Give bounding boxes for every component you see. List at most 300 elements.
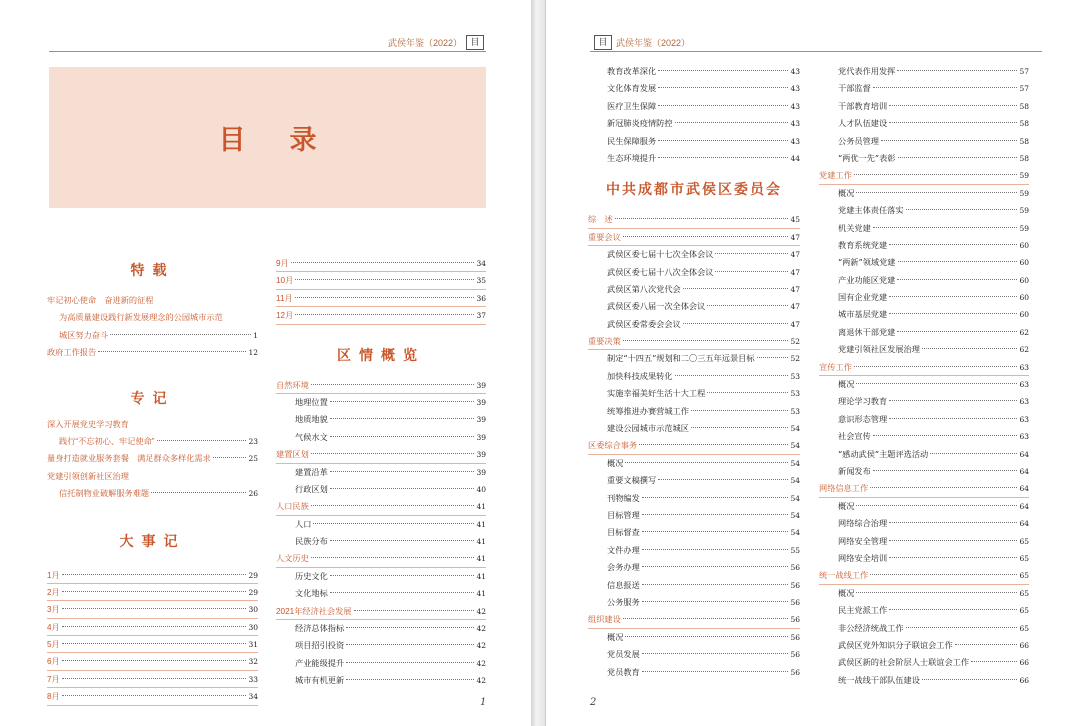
toc-entry[interactable] bbox=[819, 150, 1029, 167]
toc-entry-label: 2021年经济社会发展 bbox=[276, 606, 352, 616]
toc-entry-label: 网络安全管理 bbox=[838, 535, 888, 546]
leader-dots bbox=[898, 261, 1018, 262]
leader-dots bbox=[639, 444, 788, 445]
toc-entry[interactable] bbox=[47, 450, 258, 467]
toc-entry[interactable] bbox=[47, 485, 258, 502]
toc-entry[interactable] bbox=[276, 464, 486, 481]
toc-entry[interactable] bbox=[819, 515, 1029, 532]
toc-entry-page: 54 bbox=[790, 424, 800, 434]
toc-entry-page: 33 bbox=[248, 674, 258, 684]
toc-entry[interactable] bbox=[819, 376, 1029, 393]
toc-entry-page: 57 bbox=[1019, 67, 1029, 76]
leader-dots bbox=[889, 609, 1017, 610]
toc-entry[interactable] bbox=[588, 264, 800, 281]
left-header-rule bbox=[49, 51, 486, 52]
leader-dots bbox=[330, 418, 475, 419]
toc-entry[interactable] bbox=[588, 333, 800, 350]
toc-entry-label: 实施幸福美好生活十大工程 bbox=[607, 388, 706, 399]
toc-entry-page: 39 bbox=[476, 415, 486, 425]
toc-entry-page: 43 bbox=[790, 101, 800, 111]
section-title: 专记 bbox=[130, 390, 175, 407]
leader-dots bbox=[897, 331, 1017, 332]
toc-entry-label: 文件办理 bbox=[607, 544, 640, 555]
toc-entry-label: 1月 bbox=[47, 570, 60, 580]
book-logo-icon: 目 bbox=[466, 35, 484, 50]
leader-dots bbox=[62, 591, 247, 592]
toc-entry[interactable] bbox=[819, 654, 1029, 671]
toc-entry[interactable] bbox=[588, 229, 800, 246]
leader-dots bbox=[625, 462, 788, 463]
leader-dots bbox=[330, 436, 475, 437]
toc-entry-page: 30 bbox=[248, 605, 258, 615]
toc-entry[interactable] bbox=[819, 637, 1029, 654]
toc-entry[interactable] bbox=[588, 646, 800, 663]
toc-entry-page: 32 bbox=[248, 657, 258, 667]
leader-dots bbox=[330, 540, 475, 541]
toc-entry-page: 57 bbox=[1019, 84, 1029, 94]
toc-entry-label: 2月 bbox=[47, 587, 60, 597]
toc-entry[interactable] bbox=[819, 341, 1029, 358]
toc-entry[interactable] bbox=[588, 577, 800, 594]
toc-entry[interactable] bbox=[276, 672, 486, 689]
book-gutter bbox=[531, 0, 545, 726]
toc-entry-page: 41 bbox=[476, 571, 486, 581]
toc-entry[interactable] bbox=[588, 350, 800, 367]
toc-entry[interactable] bbox=[819, 254, 1029, 271]
toc-entry[interactable] bbox=[819, 620, 1029, 637]
toc-entry[interactable] bbox=[588, 594, 800, 611]
toc-entry[interactable] bbox=[588, 403, 800, 420]
toc-entry-page: 65 bbox=[1019, 623, 1029, 633]
toc-entry-page: 45 bbox=[790, 215, 800, 225]
toc-entry-page: 43 bbox=[790, 67, 800, 76]
leader-dots bbox=[897, 70, 1017, 71]
leader-dots bbox=[62, 643, 247, 644]
leader-dots bbox=[295, 297, 475, 298]
toc-entry[interactable] bbox=[588, 316, 800, 333]
leader-dots bbox=[707, 392, 788, 393]
toc-entry-page: 66 bbox=[1019, 640, 1029, 650]
leader-dots bbox=[658, 70, 788, 71]
leader-dots bbox=[873, 435, 1018, 436]
toc-entry[interactable] bbox=[47, 433, 258, 450]
toc-entry-label: 统一战线干部队伍建设 bbox=[838, 674, 920, 685]
left-page-number: 1 bbox=[480, 697, 487, 708]
toc-entry-label: 新冠肺炎疫情防控 bbox=[607, 118, 673, 129]
toc-entry[interactable] bbox=[819, 185, 1029, 202]
toc-entry-label: 武侯区新的社会阶层人士联谊会工作 bbox=[838, 657, 970, 668]
toc-entry-label: 网络综合治理 bbox=[838, 518, 888, 529]
toc-entry[interactable] bbox=[276, 620, 486, 637]
leader-dots bbox=[856, 505, 1017, 506]
leader-dots bbox=[854, 366, 1018, 367]
toc-entry-page: 59 bbox=[1019, 206, 1029, 216]
toc-entry-label: 地质地貌 bbox=[295, 414, 328, 425]
toc-entry[interactable] bbox=[276, 272, 486, 289]
leader-dots bbox=[675, 122, 789, 123]
toc-entry[interactable] bbox=[819, 359, 1029, 376]
toc-entry[interactable] bbox=[47, 636, 258, 653]
toc-entry[interactable] bbox=[819, 567, 1029, 584]
toc-entry-label: 党员教育 bbox=[607, 666, 640, 677]
toc-entry[interactable] bbox=[47, 688, 258, 705]
toc-entry-label: 人才队伍建设 bbox=[838, 118, 888, 129]
leader-dots bbox=[110, 334, 251, 335]
toc-entry-label: 3月 bbox=[47, 605, 60, 615]
toc-entry[interactable] bbox=[276, 637, 486, 654]
toc-entry[interactable] bbox=[588, 368, 800, 385]
toc-entry[interactable] bbox=[588, 150, 800, 167]
leader-dots bbox=[642, 584, 789, 585]
toc-entry[interactable] bbox=[819, 63, 1029, 80]
leader-dots bbox=[623, 236, 789, 237]
toc-entry-label: 干部监督 bbox=[838, 83, 871, 94]
toc-entry[interactable] bbox=[588, 63, 800, 80]
toc-entry-page: 47 bbox=[790, 284, 800, 294]
toc-entry[interactable] bbox=[276, 585, 486, 602]
toc-entry-page: 64 bbox=[1019, 466, 1029, 476]
toc-entry-page: 55 bbox=[790, 545, 800, 555]
toc-entry[interactable] bbox=[276, 411, 486, 428]
leader-dots bbox=[213, 457, 247, 458]
toc-entry-page: 64 bbox=[1019, 501, 1029, 511]
toc-entry[interactable] bbox=[819, 272, 1029, 289]
toc-entry[interactable] bbox=[47, 567, 258, 584]
toc-entry[interactable] bbox=[47, 584, 258, 601]
toc-entry[interactable] bbox=[588, 80, 800, 97]
leader-dots bbox=[330, 488, 475, 489]
toc-entry-label: 机关党建 bbox=[838, 222, 871, 233]
toc-entry-page: 1 bbox=[253, 330, 258, 340]
toc-entry[interactable] bbox=[819, 498, 1029, 515]
leader-dots bbox=[906, 627, 1018, 628]
toc-entry-page: 29 bbox=[248, 587, 258, 597]
toc-entry[interactable] bbox=[819, 115, 1029, 132]
toc-entry[interactable] bbox=[276, 533, 486, 550]
toc-entry[interactable] bbox=[819, 202, 1029, 219]
leader-dots bbox=[691, 427, 789, 428]
toc-entry[interactable] bbox=[588, 385, 800, 402]
toc-entry-page: 39 bbox=[476, 432, 486, 442]
toc-entry[interactable] bbox=[276, 655, 486, 672]
toc-entry[interactable] bbox=[47, 327, 258, 344]
toc-entry[interactable] bbox=[588, 664, 800, 681]
toc-entry-page: 41 bbox=[476, 589, 486, 599]
toc-entry-page: 43 bbox=[790, 84, 800, 94]
toc-entry[interactable] bbox=[588, 455, 800, 472]
toc-entry[interactable] bbox=[819, 585, 1029, 602]
toc-entry-page: 56 bbox=[790, 615, 800, 625]
toc-entry-label: 概况 bbox=[607, 457, 624, 468]
leader-dots bbox=[922, 679, 1018, 680]
leader-dots bbox=[889, 296, 1017, 297]
toc-entry[interactable] bbox=[819, 428, 1029, 445]
toc-entry[interactable] bbox=[819, 393, 1029, 410]
leader-dots bbox=[658, 140, 788, 141]
toc-entry-label: 党建引领社区发展治理 bbox=[838, 344, 920, 355]
toc-entry[interactable] bbox=[819, 220, 1029, 237]
toc-entry-page: 56 bbox=[790, 580, 800, 590]
toc-entry[interactable] bbox=[47, 344, 258, 361]
toc-entry[interactable] bbox=[47, 416, 258, 433]
toc-entry-page: 44 bbox=[790, 153, 800, 163]
toc-entry-page: 60 bbox=[1019, 275, 1029, 285]
toc-entry[interactable] bbox=[819, 80, 1029, 97]
toc-entry-label: 7月 bbox=[47, 674, 60, 684]
toc-entry[interactable] bbox=[819, 289, 1029, 306]
toc-entry[interactable] bbox=[588, 507, 800, 524]
toc-entry-page: 29 bbox=[248, 570, 258, 580]
toc-entry[interactable] bbox=[47, 653, 258, 670]
leader-dots bbox=[955, 644, 1018, 645]
leader-dots bbox=[313, 523, 474, 524]
toc-entry[interactable] bbox=[819, 672, 1029, 689]
toc-entry-label: 10月 bbox=[276, 276, 294, 286]
toc-entry[interactable] bbox=[819, 324, 1029, 341]
toc-entry-label: 武侯区党外知识分子联谊会工作 bbox=[838, 639, 953, 650]
toc-entry-label: 践行“不忘初心、牢记使命” bbox=[59, 436, 155, 446]
toc-entry-label: 11月 bbox=[276, 293, 293, 303]
toc-entry[interactable] bbox=[276, 550, 486, 567]
toc-entry-page: 34 bbox=[476, 259, 486, 268]
toc-entry-page: 34 bbox=[248, 692, 258, 702]
toc-entry[interactable] bbox=[588, 472, 800, 489]
toc-entry-page: 47 bbox=[790, 232, 800, 242]
toc-entry-page: 56 bbox=[790, 563, 800, 573]
leader-dots bbox=[311, 384, 475, 385]
toc-entry[interactable] bbox=[47, 309, 258, 326]
toc-entry[interactable] bbox=[276, 377, 486, 394]
toc-entry[interactable] bbox=[276, 481, 486, 498]
toc-entry-label: 重要决策 bbox=[588, 337, 621, 347]
leader-dots bbox=[889, 540, 1017, 541]
toc-entry-page: 60 bbox=[1019, 240, 1029, 250]
leader-dots bbox=[675, 375, 789, 376]
toc-entry[interactable] bbox=[588, 211, 800, 228]
toc-entry-page: 56 bbox=[790, 632, 800, 642]
toc-entry[interactable] bbox=[819, 463, 1029, 480]
toc-entry-label: 理论学习教育 bbox=[838, 396, 888, 407]
toc-entry-label: 城市基层党建 bbox=[838, 309, 888, 320]
toc-entry[interactable] bbox=[588, 133, 800, 150]
leader-dots bbox=[62, 695, 247, 696]
toc-entry[interactable] bbox=[819, 533, 1029, 550]
leader-dots bbox=[311, 557, 475, 558]
toc-entry-label: 武侯区委八届一次全体会议 bbox=[607, 301, 706, 312]
toc-entry-label: 信托制物业破解服务难题 bbox=[59, 489, 150, 499]
toc-entry-page: 65 bbox=[1019, 571, 1029, 581]
toc-entry[interactable] bbox=[588, 490, 800, 507]
toc-entry[interactable] bbox=[588, 246, 800, 263]
toc-entry[interactable] bbox=[819, 133, 1029, 150]
toc-entry-label: 党建引领创新社区治理 bbox=[47, 471, 129, 481]
leader-dots bbox=[889, 313, 1017, 314]
toc-entry-label: 刊物编发 bbox=[607, 492, 640, 503]
toc-entry-label: 建设公园城市示范城区 bbox=[607, 423, 689, 434]
toc-entry[interactable] bbox=[588, 559, 800, 576]
toc-entry-label: 概况 bbox=[838, 187, 855, 198]
toc-entry-label: 网络信息工作 bbox=[819, 484, 869, 494]
toc-entry-page: 59 bbox=[1019, 188, 1029, 198]
toc-entry-label: 9月 bbox=[276, 259, 289, 268]
toc-entry-page: 60 bbox=[1019, 310, 1029, 320]
toc-entry-page: 63 bbox=[1019, 362, 1029, 372]
toc-entry-label: 离退休干部党建 bbox=[838, 326, 896, 337]
toc-entry-page: 65 bbox=[1019, 536, 1029, 546]
toc-entry-page: 60 bbox=[1019, 293, 1029, 303]
toc-entry[interactable] bbox=[276, 446, 486, 463]
toc-entry[interactable] bbox=[819, 306, 1029, 323]
toc-entry-label: 宣传工作 bbox=[819, 362, 852, 372]
toc-entry-label: 城区努力奋斗 bbox=[59, 330, 109, 340]
leader-dots bbox=[889, 400, 1017, 401]
toc-entry[interactable] bbox=[588, 611, 800, 628]
toc-entry[interactable] bbox=[47, 292, 258, 309]
toc-entry-page: 39 bbox=[476, 397, 486, 407]
toc-entry-page: 41 bbox=[476, 502, 486, 512]
toc-entry-label: 概况 bbox=[838, 500, 855, 511]
toc-entry-label: 文化体育发展 bbox=[607, 83, 657, 94]
toc-entry-label: 民主党派工作 bbox=[838, 605, 888, 616]
leader-dots bbox=[623, 618, 789, 619]
toc-entry-page: 62 bbox=[1019, 327, 1029, 337]
toc-entry[interactable] bbox=[819, 446, 1029, 463]
toc-entry[interactable] bbox=[588, 115, 800, 132]
toc-entry-label: 概况 bbox=[607, 631, 624, 642]
toc-entry[interactable] bbox=[819, 98, 1029, 115]
toc-entry[interactable] bbox=[588, 420, 800, 437]
left-page bbox=[0, 0, 531, 726]
toc-entry-page: 54 bbox=[790, 493, 800, 503]
leader-dots bbox=[757, 357, 789, 358]
leader-dots bbox=[971, 661, 1017, 662]
toc-entry[interactable] bbox=[276, 290, 486, 307]
toc-entry-page: 64 bbox=[1019, 519, 1029, 529]
right-page-number: 2 bbox=[590, 697, 597, 708]
toc-entry[interactable] bbox=[588, 542, 800, 559]
toc-entry[interactable] bbox=[588, 298, 800, 315]
toc-entry-label: 党建工作 bbox=[819, 171, 852, 181]
toc-entry-page: 65 bbox=[1019, 553, 1029, 563]
toc-entry[interactable] bbox=[276, 498, 486, 515]
toc-entry-page: 30 bbox=[248, 622, 258, 632]
toc-entry-page: 53 bbox=[790, 371, 800, 381]
right-column-2 bbox=[819, 63, 1029, 689]
toc-entry[interactable] bbox=[276, 516, 486, 533]
right-page bbox=[545, 0, 1080, 726]
toc-entry[interactable] bbox=[819, 602, 1029, 619]
toc-entry[interactable] bbox=[819, 237, 1029, 254]
leader-dots bbox=[658, 87, 788, 88]
toc-entry-label: 经济总体指标 bbox=[295, 623, 345, 634]
leader-dots bbox=[642, 531, 789, 532]
toc-entry[interactable] bbox=[47, 619, 258, 636]
leader-dots bbox=[873, 470, 1018, 471]
toc-entry-label: 武侯区委七届十八次全体会议 bbox=[607, 266, 714, 277]
toc-entry[interactable] bbox=[276, 568, 486, 585]
toc-entry-page: 42 bbox=[476, 606, 486, 616]
toc-entry-page: 52 bbox=[790, 354, 800, 364]
toc-entry-page: 41 bbox=[476, 554, 486, 564]
toc-entry-label: 人口 bbox=[295, 518, 312, 529]
toc-entry[interactable] bbox=[819, 480, 1029, 497]
toc-entry[interactable] bbox=[276, 255, 486, 272]
leader-dots bbox=[889, 105, 1017, 106]
toc-entry-label: 产业功能区党建 bbox=[838, 274, 896, 285]
toc-entry-page: 56 bbox=[790, 597, 800, 607]
toc-entry[interactable] bbox=[588, 98, 800, 115]
toc-entry-page: 58 bbox=[1019, 136, 1029, 146]
right-header-rule bbox=[590, 51, 1042, 52]
leader-dots bbox=[346, 644, 474, 645]
leader-dots bbox=[922, 348, 1018, 349]
toc-entry-page: 60 bbox=[1019, 258, 1029, 268]
toc-entry-label: 会务办理 bbox=[607, 562, 640, 573]
toc-entry[interactable] bbox=[588, 281, 800, 298]
toc-entry-page: 40 bbox=[476, 484, 486, 494]
toc-entry-page: 37 bbox=[476, 311, 486, 321]
toc-entry-page: 43 bbox=[790, 136, 800, 146]
toc-entry-label: 新闻发布 bbox=[838, 465, 871, 476]
toc-entry[interactable] bbox=[276, 394, 486, 411]
toc-entry[interactable] bbox=[588, 629, 800, 646]
toc-entry-label: 统一战线工作 bbox=[819, 571, 869, 581]
toc-entry-page: 66 bbox=[1019, 675, 1029, 685]
toc-entry-label: 社会宣传 bbox=[838, 431, 871, 442]
toc-entry-label: 公务服务 bbox=[607, 596, 640, 607]
toc-entry-label: 12月 bbox=[276, 311, 294, 321]
toc-entry[interactable] bbox=[588, 524, 800, 541]
toc-entry[interactable] bbox=[588, 437, 800, 454]
toc-entry[interactable] bbox=[47, 671, 258, 688]
toc-entry-page: 36 bbox=[476, 293, 486, 303]
toc-entry-page: 23 bbox=[248, 436, 258, 446]
leader-dots bbox=[658, 105, 788, 106]
leader-dots bbox=[151, 492, 246, 493]
toc-entry-label: 武侯区委七届十七次全体会议 bbox=[607, 249, 714, 260]
toc-entry-label: 地理位置 bbox=[295, 396, 328, 407]
toc-entry[interactable] bbox=[819, 411, 1029, 428]
toc-entry[interactable] bbox=[819, 550, 1029, 567]
leader-dots bbox=[873, 87, 1018, 88]
toc-entry[interactable] bbox=[276, 429, 486, 446]
toc-entry-page: 26 bbox=[248, 489, 258, 499]
toc-entry-label: 组织建设 bbox=[588, 615, 621, 625]
leader-dots bbox=[642, 566, 789, 567]
toc-entry-label: 人文历史 bbox=[276, 554, 309, 564]
leader-dots bbox=[62, 574, 247, 575]
toc-entry-label: 建置区划 bbox=[276, 450, 309, 460]
section-title: 中共成都市武侯区委员会 bbox=[606, 182, 782, 199]
toc-entry[interactable] bbox=[47, 601, 258, 618]
toc-entry-label: 人口民族 bbox=[276, 502, 309, 512]
toc-entry-label: 党员发展 bbox=[607, 649, 640, 660]
toc-entry-label: 8月 bbox=[47, 692, 60, 702]
toc-entry[interactable] bbox=[276, 307, 486, 324]
leader-dots bbox=[354, 610, 475, 611]
toc-entry[interactable] bbox=[819, 167, 1029, 184]
leader-dots bbox=[330, 592, 475, 593]
toc-entry[interactable] bbox=[276, 603, 486, 620]
toc-entry-label: 民族分布 bbox=[295, 536, 328, 547]
leader-dots bbox=[856, 592, 1017, 593]
leader-dots bbox=[311, 453, 475, 454]
toc-entry-label: 产业能级提升 bbox=[295, 657, 345, 668]
toc-entry-label: 建置沿革 bbox=[295, 466, 328, 477]
leader-dots bbox=[897, 279, 1017, 280]
toc-entry-label: 概况 bbox=[838, 587, 855, 598]
toc-entry[interactable] bbox=[47, 468, 258, 485]
